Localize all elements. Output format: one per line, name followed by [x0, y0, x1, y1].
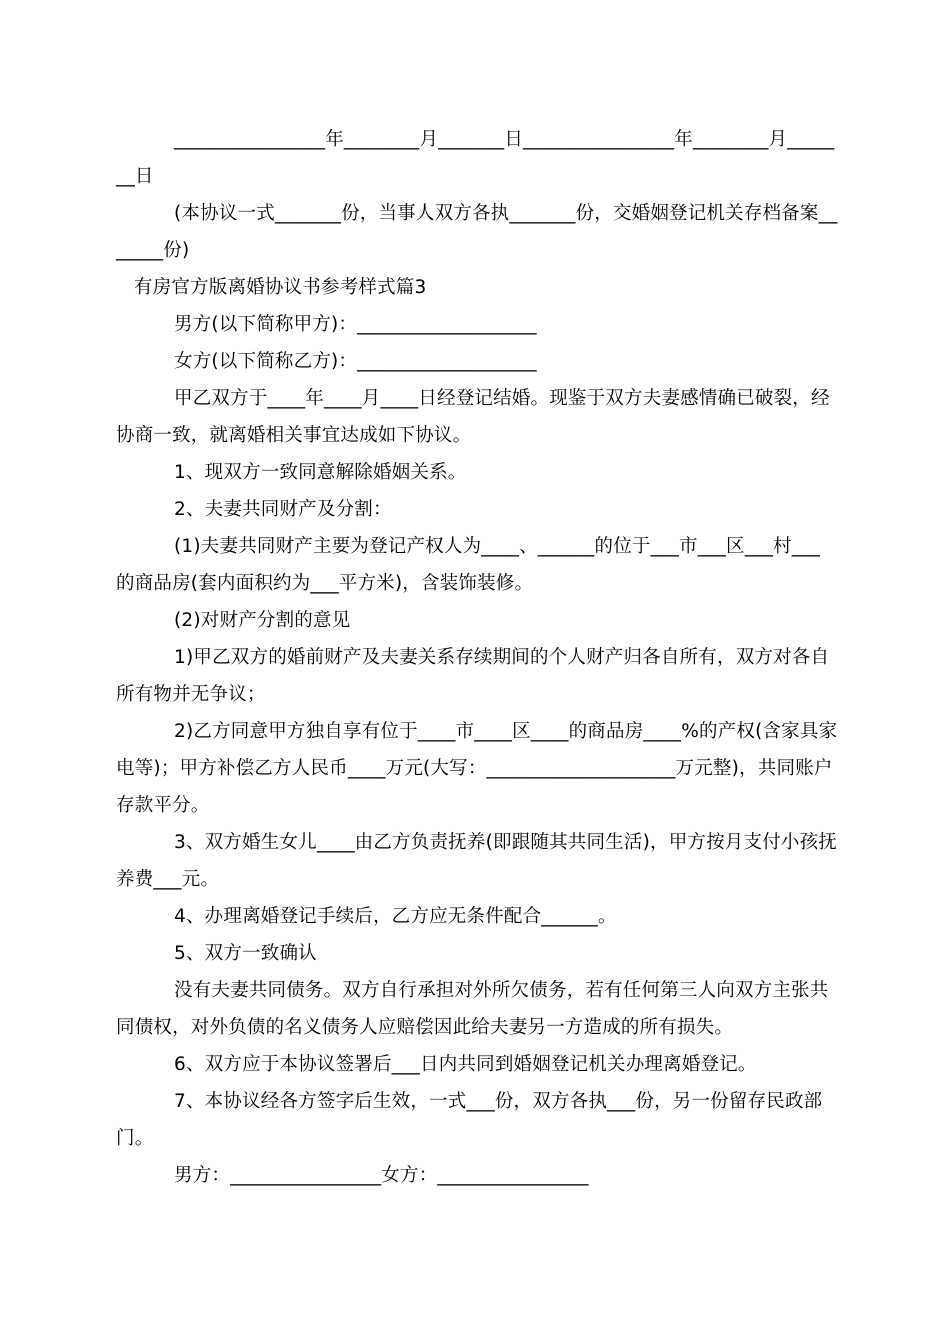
clause-3: 3、双方婚生女儿____由乙方负责抚养(即跟随其共同生活)，甲方按月支付小孩抚养费___元。	[116, 832, 838, 890]
clause-2-2: (2)对财产分割的意见	[174, 610, 351, 631]
clause-5-detail: 没有夫妻共同债务。双方自行承担对外所欠债务，若有任何第三人向双方主张共同债权，对外负债的名义债务人应赔偿因此给夫妻另一方造成的所有损失。	[116, 980, 829, 1038]
clause-2-2-1: 1)甲乙双方的婚前财产及夫妻关系存续期间的个人财产归各自所有，双方对各自所有物并无争议；	[116, 647, 830, 705]
marriage-statement: 甲乙双方于____年____月____日经登记结婚。现鉴于双方夫妻感情确已破裂，经协商一致，就离婚相关事宜达成如下协议。	[116, 388, 830, 446]
clause-4: 4、办理离婚登记手续后，乙方应无条件配合______。	[174, 906, 617, 927]
clause-5: 5、双方一致确认	[174, 943, 317, 964]
clause-2-2-2: 2)乙方同意甲方独自享有位于____市____区____的商品房____%的产权(含家具家电等)；甲方补偿乙方人民币____万元(大写：____________________万元整)，共同账户存款平分。	[116, 721, 838, 816]
clause-2-1: (1)夫妻共同财产主要为登记产权人为____、______的位于___市___区___村___的商品房(套内面积约为___平方米)，含装饰装修。	[116, 536, 821, 594]
signature-line: 男方：________________女方：________________	[174, 1165, 589, 1186]
clause-6: 6、双方应于本协议签署后___日内共同到婚姻登记机关办理离婚登记。	[174, 1054, 757, 1075]
clause-7: 7、本协议经各方签字后生效，一式___份，双方各执___份，另一份留存民政部门。	[116, 1091, 823, 1149]
copies-note: (本协议一式_______份，当事人双方各执_______份，交婚姻登记机关存档备案_______份)	[116, 203, 838, 261]
clause-2: 2、夫妻共同财产及分割：	[174, 499, 392, 520]
section-title: 有房官方版离婚协议书参考样式篇3	[134, 277, 427, 298]
signature-date-line: ________________年________月_______日________________年________月_______日	[116, 129, 835, 187]
party-male-line: 男方(以下简称甲方)：___________________	[174, 314, 537, 335]
party-female-line: 女方(以下简称乙方)：___________________	[174, 351, 537, 372]
clause-1: 1、现双方一致同意解除婚姻关系。	[174, 462, 467, 483]
document-body	[116, 121, 838, 1194]
